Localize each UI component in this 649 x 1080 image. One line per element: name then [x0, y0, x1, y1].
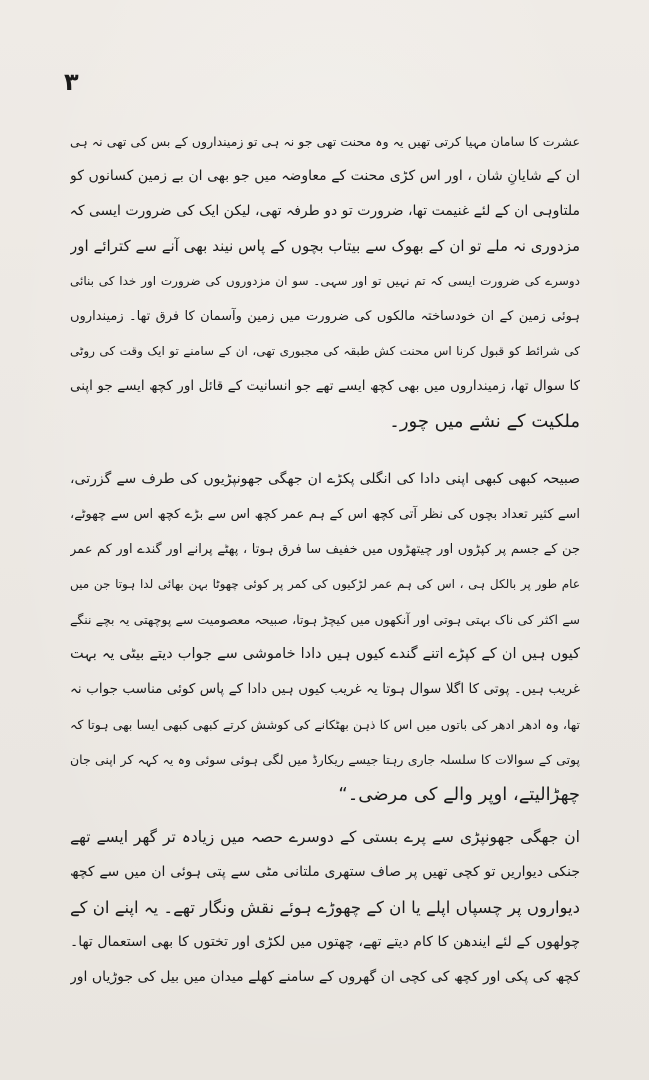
- text-line: جنکی دیواریں تو کچی تھیں پر صاف ستھری ملتانی مٹی سے پتی ہوئی ان میں سے کچھ: [70, 864, 580, 880]
- text-line: غریب ہیں۔ پوتی کا اگلا سوال ہوتا یہ غریب کیوں ہیں دادا کے پاس کوئی مناسب جواب نہ: [70, 681, 580, 697]
- text-line: تھا، وہ ادھر ادھر کی باتوں میں اس کا ذہن بھٹکانے کی کوشش کرتے کبھی کبھی ایسا بھی ہوتا کہ: [70, 717, 580, 732]
- text-line: پوتی کے سوالات کا سلسلہ جاری رہتا جیسے ریکارڈ میں لگی ہوئی سوئی وہ یہ کہہ کر اپنی جان: [70, 752, 580, 767]
- paragraph-1: [70, 124, 580, 439]
- text-line: کی شرائط کو قبول کرنا اس محنت کش طبقہ کی مجبوری تھی، ان کے سامنے تو ایک وقت کی روٹی: [70, 344, 580, 358]
- text-line: چھڑالیتے، اوپر والے کی مرضی۔“: [338, 784, 580, 805]
- paragraph-3: [70, 820, 580, 995]
- text-line: جن کے جسم پر کپڑوں اور چیتھڑوں میں خفیف سا فرق ہوتا ، پھٹے پرانے اور گندے اور کم عمر: [70, 542, 580, 557]
- text-line: ان جھگی جھونپڑی سے پرے بستی کے دوسرے حصہ میں زیادہ تر گھر ایسے تھے: [70, 828, 580, 846]
- text-line: دوسرے کی ضرورت ایسی کہ تم نہیں تو اور سہی۔ سو ان مزدوروں کی ضرورت اور خدا کی بنائی: [70, 274, 580, 288]
- text-line: ان کے شایانِ شان ، اور اس کڑی محنت کے معاوضہ میں جو بھی ان بے زمین کسانوں کو: [70, 168, 580, 184]
- text-line: کا سوال تھا، زمینداروں میں بھی کچھ ایسے تھے جو انسانیت کے قائل اور کچھ ایسے جو اپنی: [70, 378, 580, 394]
- text-line: ملتاوہی ان کے لئے غنیمت تھا، ضرورت تو دو طرفہ تھی، لیکن ایک کی ضرورت ایسی کہ: [70, 203, 580, 219]
- text-line: چولھوں کے لئے ایندھن کا کام دیتے تھے، چھتوں میں لکڑی اور تختوں کا بھی استعمال تھا۔: [70, 934, 580, 950]
- text-line: ہوئی زمین کے ان خودساختہ مالکوں کی ضرورت میں زمین وآسمان کا فرق تھا۔ زمینداروں: [70, 309, 580, 324]
- text-line: دیواروں پر چسپاں اپلے یا ان کے چھوڑے ہوئے نقش ونگار تھے۔ یہ اپنے ان کے: [70, 898, 580, 917]
- text-line: اسے کثیر تعداد بچوں کی نظر آتی کچھ اس کے ہم عمر کچھ اس سے بڑے کچھ اس سے چھوٹے،: [70, 507, 580, 522]
- text-line: ملکیت کے نشے میں چور۔: [389, 411, 580, 432]
- text-line: کچھ کی پکی اور کچھ کی کچی ان گھروں کے سامنے کھلے میدان میں بیل کی جوڑیاں اور: [70, 969, 580, 985]
- text-line: صبیحہ کبھی کبھی اپنی دادا کی انگلی پکڑے ان جھگی جھونپڑیوں کی طرف سے گزرتی،: [70, 471, 580, 487]
- text-line: عشرت کا سامان مہیا کرتی تھیں یہ وہ محنت تھی جو نہ ہی تو زمینداروں کے بس کی تھی نہ ہی: [70, 134, 580, 149]
- text-line: مزدوری نہ ملے تو ان کے بھوک سے بیتاب بچوں کے پاس نیند بھی آنے سے کترائے اور: [70, 237, 580, 255]
- text-line: کیوں ہیں ان کے کپڑے اتنے گندے کیوں ہیں دادا خاموشی سے جواب دیتے بیٹی یہ بہت: [70, 646, 580, 662]
- text-line: عام طور پر بالکل ہی ، اس کی ہم عمر لڑکیوں کی کمر پر کوئی چھوٹا بہن بھائی لدا ہوتا جن میں: [70, 577, 580, 591]
- paragraph-2: [70, 462, 580, 812]
- text-line: سے اکثر کی ناک بہتی ہوتی اور آنکھوں میں کیچڑ ہوتا، صبیحہ معصومیت سے پوچھتی یہ بچے ننگے: [70, 612, 580, 627]
- page-number: ۳: [64, 68, 79, 96]
